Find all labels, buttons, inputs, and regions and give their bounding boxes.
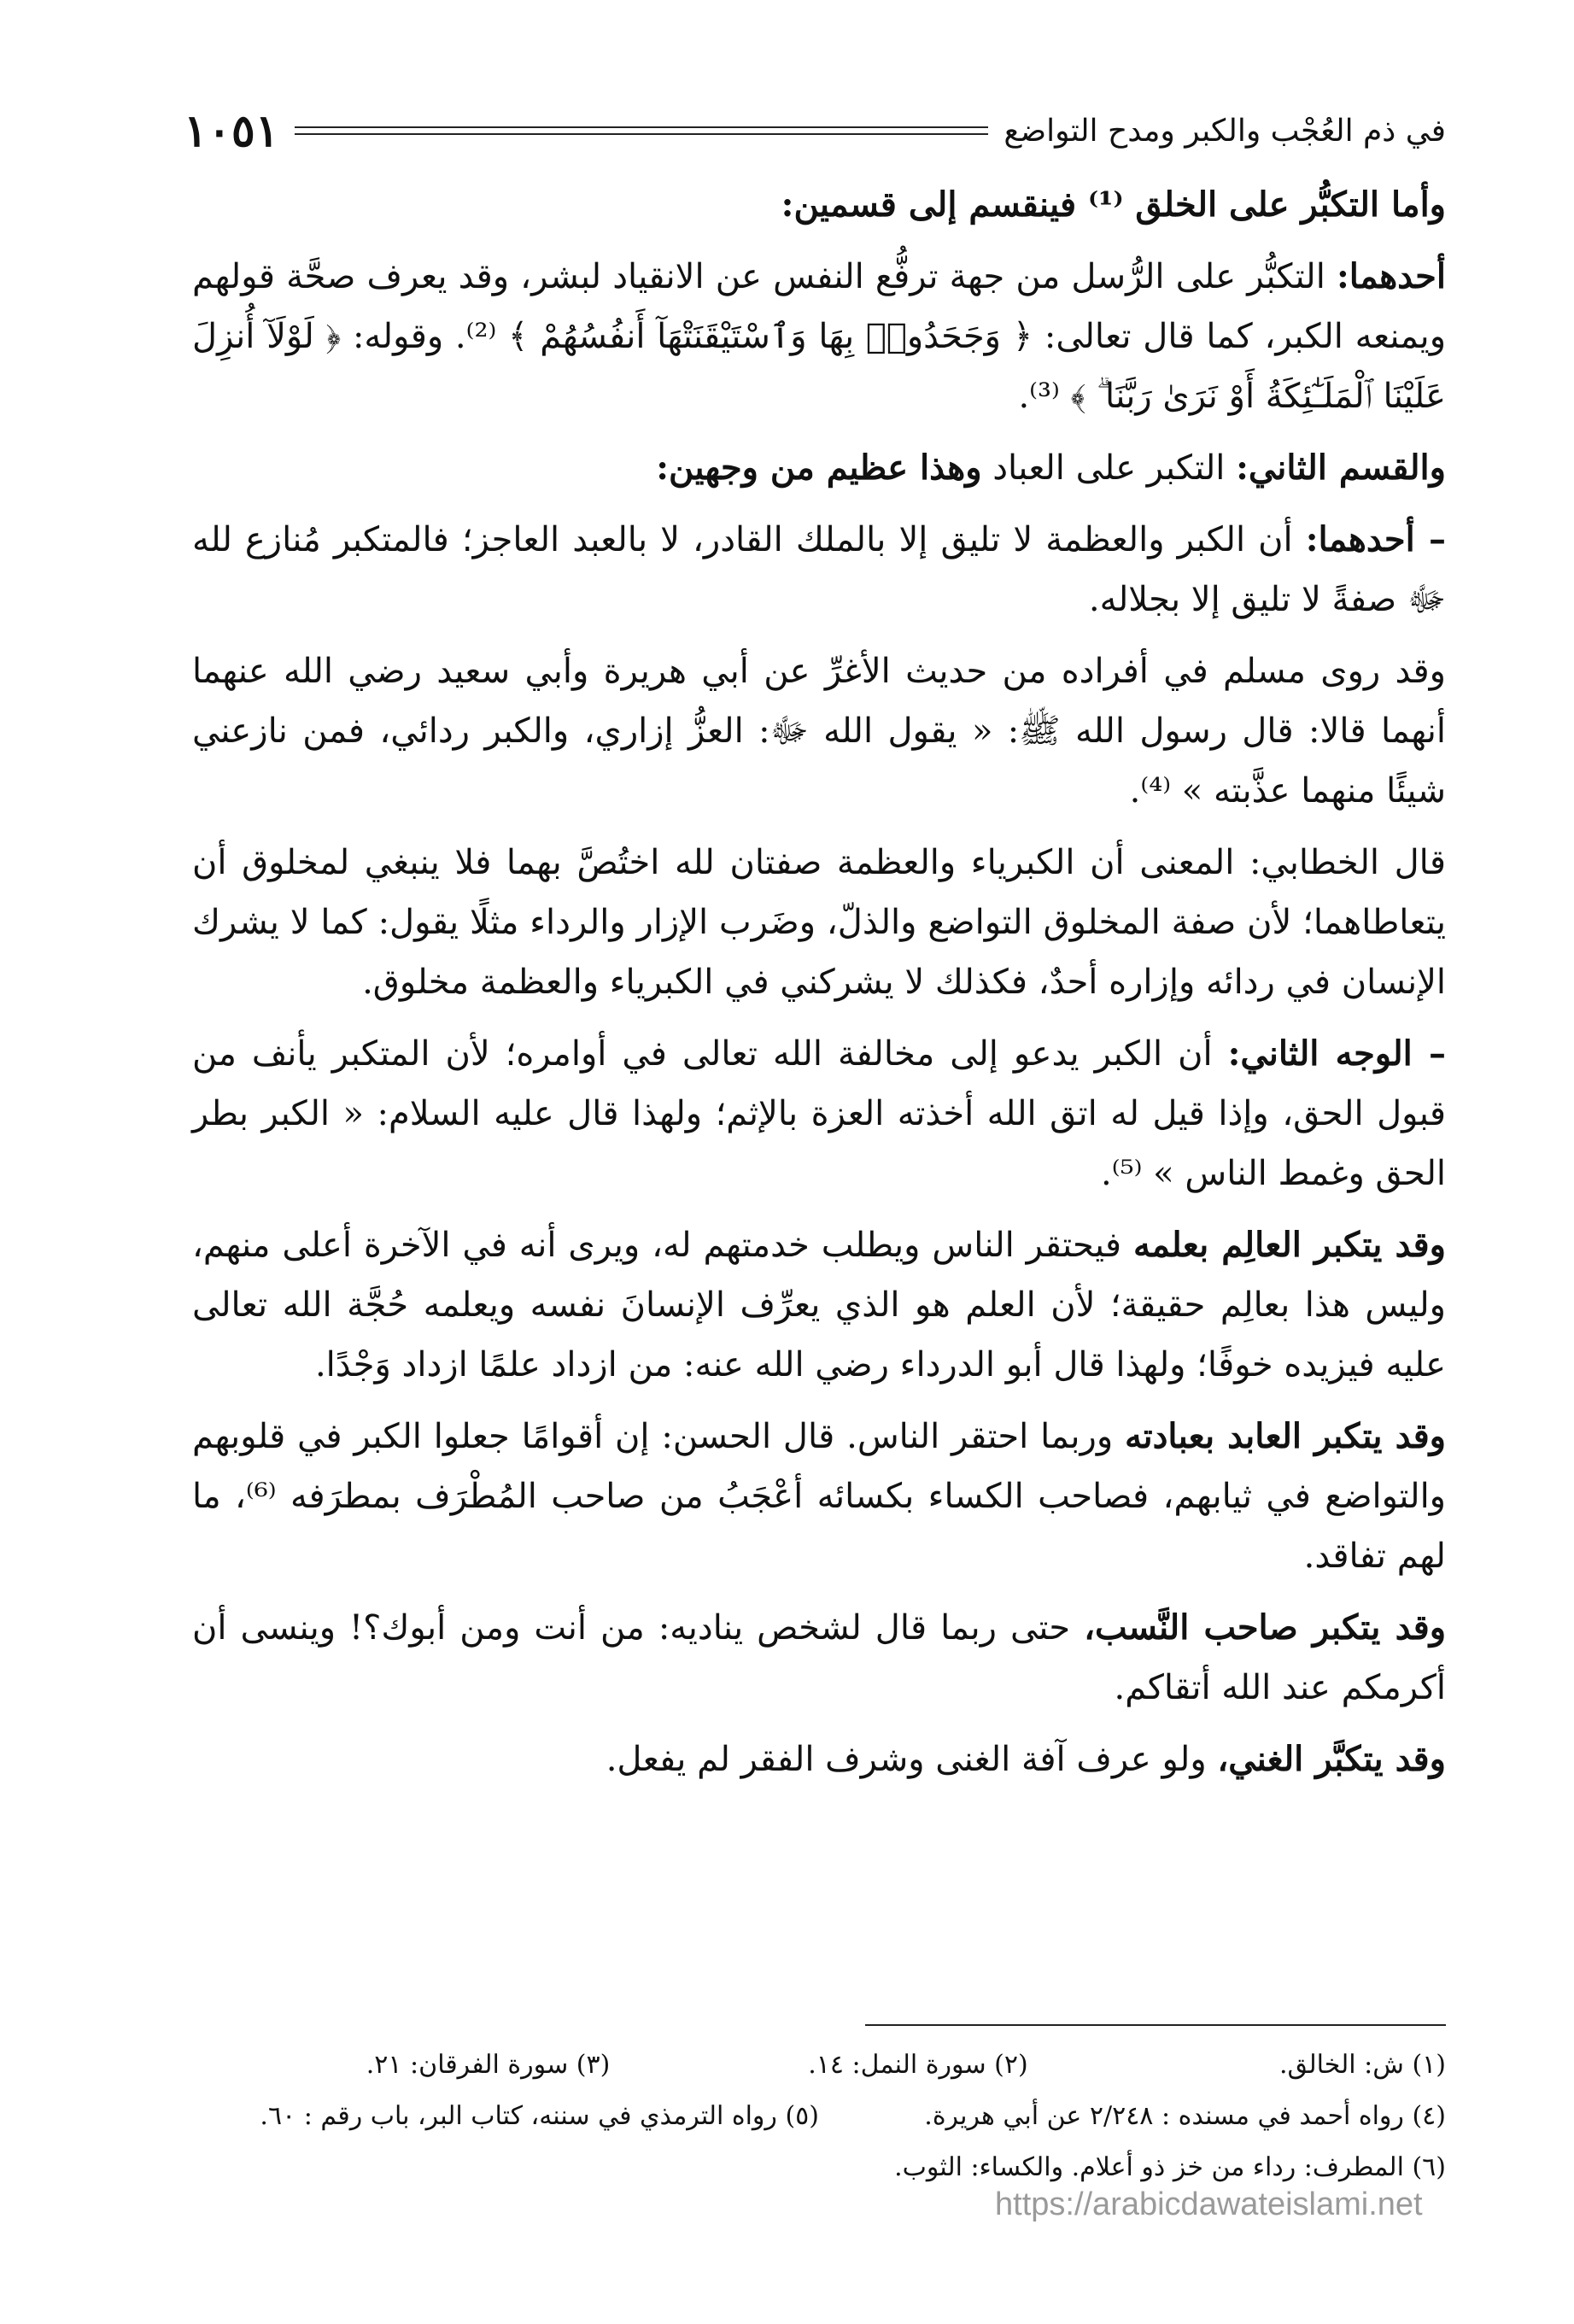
header-title: في ذم العُجْب والكبر ومدح التواضع (1003, 113, 1446, 149)
paragraph-second-type (192, 438, 1446, 498)
paragraph-text: ولو عرف آفة الغنى وشرف الفقر لم يفعل. (606, 1740, 1218, 1779)
paragraph-text: وربما احتقر الناس. قال الحسن: إن أقوامًا جعلوا الكبر في قلوبهم والتواضع في ثيابهم، فصاحب الكساء بكسائه أعْجَبُ من صاحب المُطْرَف بمطرَفه ⁽⁶⁾، ما لهم تفاقد. (192, 1417, 1446, 1576)
main-text (192, 175, 1446, 1801)
footnote-3: (٣) سورة الفرقان: ٢١. (366, 2050, 611, 2080)
paragraph-first-type (192, 247, 1446, 426)
footnote-row (192, 2040, 1446, 2091)
paragraph-lead-tail: وهذا عظيم من وجهين: (656, 448, 982, 488)
paragraph-lead: والقسم الثاني: (1236, 448, 1446, 488)
paragraph-lead: وقد يتكبر صاحب النَّسب، (1084, 1607, 1447, 1648)
paragraph-hadith: وقد روى مسلم في أفراده من حديث الأغرِّ عن أبي هريرة وأبي سعيد رضي الله عنهما أنهما قالا: قال رسول الله ﷺ: « يقول الله ﷻ: العزُّ إزاري، والكبر ردائي، فمن نازعني شيئًا منهما عذَّبته » ⁽⁴⁾. (192, 652, 1447, 811)
running-header (184, 101, 1446, 161)
footnote-4: (٤) رواه أحمد في مسنده : ٢/٢٤٨ عن أبي هريرة. (924, 2101, 1446, 2131)
header-rule (295, 126, 989, 135)
paragraph-aspect-two (192, 1024, 1446, 1203)
paragraph-aspect-one (192, 510, 1446, 629)
paragraph-lead: وقد يتكبَّر الغني، (1217, 1739, 1446, 1779)
footnote-5: (٥) رواه الترمذي في سننه، كتاب البر، باب رقم : ٦٠. (260, 2101, 819, 2131)
footnote-1: (١) ش: الخالق. (1279, 2050, 1446, 2080)
paragraph-worshipper (192, 1407, 1446, 1586)
paragraph-lead: – أحدهما: (1305, 519, 1446, 559)
paragraph-lead: – الوجه الثاني: (1227, 1033, 1446, 1074)
paragraph-khattabi: قال الخطابي: المعنى أن الكبرياء والعظمة صفتان لله اختُصَّ بهما فلا ينبغي لمخلوق أن يتعاطاهما؛ لأن صفة المخلوق التواضع والذلّ، وضَرب الإزار والرداء مثلًا يقول: كما لا يشرك الإنسان في ردائه وإزاره أحدٌ، فكذلك لا يشركني في الكبرياء والعظمة مخلوق. (192, 843, 1446, 1002)
footnote-divider (865, 2024, 1446, 2026)
paragraph-lead: وقد يتكبر العالِم بعلمه (1132, 1225, 1446, 1265)
paragraph-lineage (192, 1598, 1446, 1718)
footnote-2: (٢) سورة النمل: ١٤. (808, 2050, 1028, 2080)
paragraph-scholar (192, 1215, 1446, 1395)
footnote-row (192, 2142, 1446, 2193)
section-heading: وأما التكبُّر على الخلق ⁽¹⁾ فينقسم إلى قسمين: (781, 184, 1446, 225)
footnote-row (192, 2091, 1446, 2142)
page-number: ١٠٥١ (184, 104, 279, 157)
paragraph-text: حتى ربما قال لشخص يناديه: من أنت ومن أبوك؟! وينسى أن أكرمكم عند الله أتقاكم. (192, 1608, 1446, 1707)
paragraph-text: أن الكبر والعظمة لا تليق إلا بالملك القادر، لا بالعبد العاجز؛ فالمتكبر مُنازع لله ﷻ صفةً لا تليق إلا بجلاله. (192, 520, 1446, 619)
paragraph-text: أن الكبر يدعو إلى مخالفة الله تعالى في أوامره؛ لأن المتكبر يأنف من قبول الحق، وإذا قيل له اتق الله أخذته العزة بالإثم؛ ولهذا قال عليه السلام: « الكبر بطر الحق وغمط الناس » ⁽⁵⁾. (192, 1034, 1446, 1193)
paragraph-wealthy (192, 1730, 1446, 1789)
watermark-url: https://arabicdawateislami.net (995, 2186, 1423, 2222)
paragraph-text: التكبر على العباد (981, 448, 1237, 488)
paragraph-lead: وقد يتكبر العابد بعبادته (1125, 1416, 1447, 1456)
paragraph-lead: أحدهما: (1336, 256, 1446, 296)
paragraph-text: التكبُّر على الرُّسل من جهة ترفُّع النفس عن الانقياد لبشر، وقد يعرف صحَّة قولهم ويمنعه الكبر، كما قال تعالى: ﴿ وَجَحَدُوا۟ بِهَا وَٱسْتَيْقَنَتْهَآ أَنفُسُهُمْ ﴾ ⁽²⁾. وقوله: ﴿ لَوْلَآ أُنزِلَ عَلَيْنَا ٱلْمَلَـٰٓئِكَةُ أَوْ نَرَىٰ رَبَّنَا ۗ ﴾ ⁽³⁾. (192, 257, 1447, 416)
paragraph-text: فيحتقر الناس ويطلب خدمتهم له، ويرى أنه في الآخرة أعلى منهم، وليس هذا بعالِم حقيقة؛ لأن العلم هو الذي يعرِّف الإنسانَ نفسه ويعلمه حُجَّة الله تعالى عليه فيزيده خوفًا؛ ولهذا قال أبو الدرداء رضي الله عنه: من ازداد علمًا ازداد وَجْدًا. (192, 1226, 1447, 1384)
footnotes (192, 2040, 1446, 2193)
footnote-6: (٦) المطرف: رداء من خز ذو أعلام. والكساء: الثوب. (894, 2152, 1446, 2182)
